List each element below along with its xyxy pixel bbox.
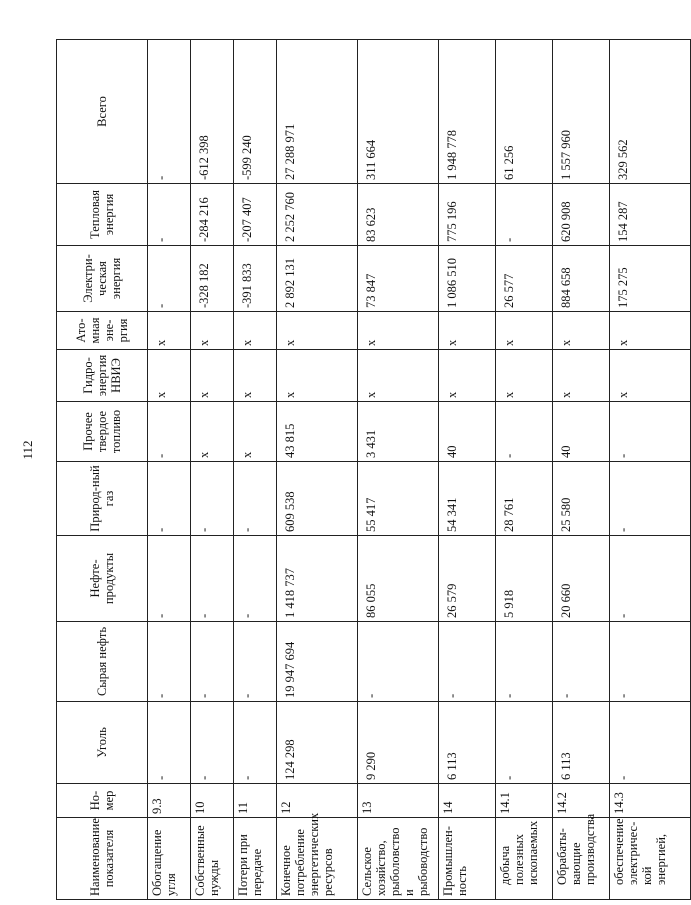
row-indicator-name: Потери при передаче: [234, 818, 277, 900]
row-number: 11: [234, 784, 277, 818]
row-indicator-name: добыча полезных ископаемых: [496, 818, 553, 900]
header-coal: Уголь: [57, 702, 148, 784]
row-number: 14.1: [496, 784, 553, 818]
row-value-cell: -: [148, 402, 191, 462]
row-value-cell: 1 948 778: [439, 40, 496, 184]
row-indicator-name: Собственные нужды: [191, 818, 234, 900]
row-value-cell: x: [358, 312, 439, 350]
table-row: [148, 40, 191, 900]
row-value-cell: 620 908: [553, 184, 610, 246]
row-value-cell: -612 398: [191, 40, 234, 184]
row-value-cell: -: [439, 622, 496, 702]
row-value-cell: 1 086 510: [439, 246, 496, 312]
row-value-cell: -: [553, 622, 610, 702]
row-indicator-name: Промышлен-ность: [439, 818, 496, 900]
table-stage: [56, 40, 668, 900]
table-row: [277, 40, 358, 900]
table-row: [234, 40, 277, 900]
row-value-cell: x: [553, 312, 610, 350]
row-value-cell: 2 252 760: [277, 184, 358, 246]
row-value-cell: 19 947 694: [277, 622, 358, 702]
header-crude-oil: Сырая нефть: [57, 622, 148, 702]
table-row: [496, 40, 553, 900]
row-value-cell: -: [191, 622, 234, 702]
row-value-cell: 86 055: [358, 536, 439, 622]
row-value-cell: x: [148, 350, 191, 402]
row-value-cell: 6 113: [439, 702, 496, 784]
row-value-cell: 884 658: [553, 246, 610, 312]
row-value-cell: 1 557 960: [553, 40, 610, 184]
row-value-cell: -: [148, 702, 191, 784]
row-value-cell: -: [610, 702, 691, 784]
header-number: Но-мер: [57, 784, 148, 818]
row-value-cell: -: [234, 536, 277, 622]
row-value-cell: 28 761: [496, 462, 553, 536]
row-value-cell: x: [148, 312, 191, 350]
row-value-cell: 61 256: [496, 40, 553, 184]
header-oil-products: Нефте-продукты: [57, 536, 148, 622]
row-value-cell: 609 538: [277, 462, 358, 536]
row-value-cell: x: [234, 312, 277, 350]
table-row: [358, 40, 439, 900]
row-value-cell: 54 341: [439, 462, 496, 536]
row-value-cell: -: [610, 462, 691, 536]
row-value-cell: -: [191, 462, 234, 536]
row-value-cell: -: [148, 622, 191, 702]
row-value-cell: -: [496, 622, 553, 702]
row-value-cell: -: [191, 536, 234, 622]
row-value-cell: -: [148, 536, 191, 622]
row-number: 14.2: [553, 784, 610, 818]
table-row: [439, 40, 496, 900]
row-value-cell: -: [234, 622, 277, 702]
row-value-cell: 43 815: [277, 402, 358, 462]
row-value-cell: 20 660: [553, 536, 610, 622]
row-value-cell: -: [234, 462, 277, 536]
row-number: 13: [358, 784, 439, 818]
row-value-cell: -328 182: [191, 246, 234, 312]
page-number: 112: [20, 440, 35, 460]
energy-balance-table: [56, 39, 691, 900]
row-value-cell: -: [610, 402, 691, 462]
row-value-cell: x: [610, 312, 691, 350]
table-row: [191, 40, 234, 900]
row-value-cell: 25 580: [553, 462, 610, 536]
header-other-solid-fuel: Прочее твердое топливо: [57, 402, 148, 462]
row-indicator-name: обеспечение электричес-кой энергией,: [610, 818, 691, 900]
header-thermal-energy: Тепловая энергия: [57, 184, 148, 246]
row-value-cell: x: [358, 350, 439, 402]
row-value-cell: -: [148, 246, 191, 312]
row-value-cell: -: [358, 622, 439, 702]
row-number: 14.3: [610, 784, 691, 818]
row-value-cell: x: [439, 350, 496, 402]
row-value-cell: x: [439, 312, 496, 350]
row-indicator-name: Обогащение угля: [148, 818, 191, 900]
row-value-cell: -: [496, 702, 553, 784]
row-value-cell: -: [496, 184, 553, 246]
row-value-cell: 175 275: [610, 246, 691, 312]
header-hydro-energy: Гидро-энергия НВИЭ: [57, 350, 148, 402]
row-value-cell: x: [191, 350, 234, 402]
row-value-cell: x: [234, 350, 277, 402]
row-value-cell: 26 577: [496, 246, 553, 312]
row-value-cell: -: [234, 702, 277, 784]
row-value-cell: -: [610, 536, 691, 622]
table-row: [610, 40, 691, 900]
table-body: [148, 40, 691, 900]
row-value-cell: x: [277, 350, 358, 402]
row-value-cell: -: [191, 702, 234, 784]
header-natural-gas: Природ-ный газ: [57, 462, 148, 536]
header-total: Всего: [57, 40, 148, 184]
row-indicator-name: Конечное потребление энергетических ресурсов: [277, 818, 358, 900]
row-value-cell: 55 417: [358, 462, 439, 536]
row-value-cell: 2 892 131: [277, 246, 358, 312]
row-value-cell: -: [148, 462, 191, 536]
row-value-cell: x: [234, 402, 277, 462]
row-value-cell: x: [191, 312, 234, 350]
row-number: 14: [439, 784, 496, 818]
row-value-cell: 27 288 971: [277, 40, 358, 184]
row-value-cell: -: [496, 402, 553, 462]
rotated-table-wrapper: [56, 40, 668, 900]
table-row: [553, 40, 610, 900]
row-value-cell: 311 664: [358, 40, 439, 184]
header-row: [57, 40, 148, 900]
row-value-cell: -: [148, 40, 191, 184]
row-value-cell: 775 196: [439, 184, 496, 246]
row-indicator-name: Обрабаты-вающие производства: [553, 818, 610, 900]
row-value-cell: x: [553, 350, 610, 402]
header-nuclear-energy: Ато-мная эне-ргия: [57, 312, 148, 350]
row-value-cell: 124 298: [277, 702, 358, 784]
row-value-cell: -: [148, 184, 191, 246]
row-value-cell: -207 407: [234, 184, 277, 246]
row-value-cell: 26 579: [439, 536, 496, 622]
row-value-cell: x: [496, 312, 553, 350]
row-value-cell: 5 918: [496, 536, 553, 622]
row-value-cell: x: [496, 350, 553, 402]
row-number: 10: [191, 784, 234, 818]
row-value-cell: 83 623: [358, 184, 439, 246]
row-value-cell: 40: [439, 402, 496, 462]
row-value-cell: -284 216: [191, 184, 234, 246]
row-value-cell: 73 847: [358, 246, 439, 312]
row-value-cell: 1 418 737: [277, 536, 358, 622]
row-value-cell: -391 833: [234, 246, 277, 312]
row-value-cell: 40: [553, 402, 610, 462]
row-value-cell: -: [610, 622, 691, 702]
row-value-cell: 329 562: [610, 40, 691, 184]
row-value-cell: 3 431: [358, 402, 439, 462]
row-value-cell: x: [610, 350, 691, 402]
header-electric-energy: Электри-ческая энергия: [57, 246, 148, 312]
row-value-cell: x: [191, 402, 234, 462]
header-name: Наименование показателя: [57, 818, 148, 900]
row-value-cell: 6 113: [553, 702, 610, 784]
row-value-cell: x: [277, 312, 358, 350]
row-number: 9.3: [148, 784, 191, 818]
row-value-cell: 9 290: [358, 702, 439, 784]
row-indicator-name: Сельское хозяйство, рыболовство и рыбоводство: [358, 818, 439, 900]
row-value-cell: -599 240: [234, 40, 277, 184]
row-value-cell: 154 287: [610, 184, 691, 246]
row-number: 12: [277, 784, 358, 818]
